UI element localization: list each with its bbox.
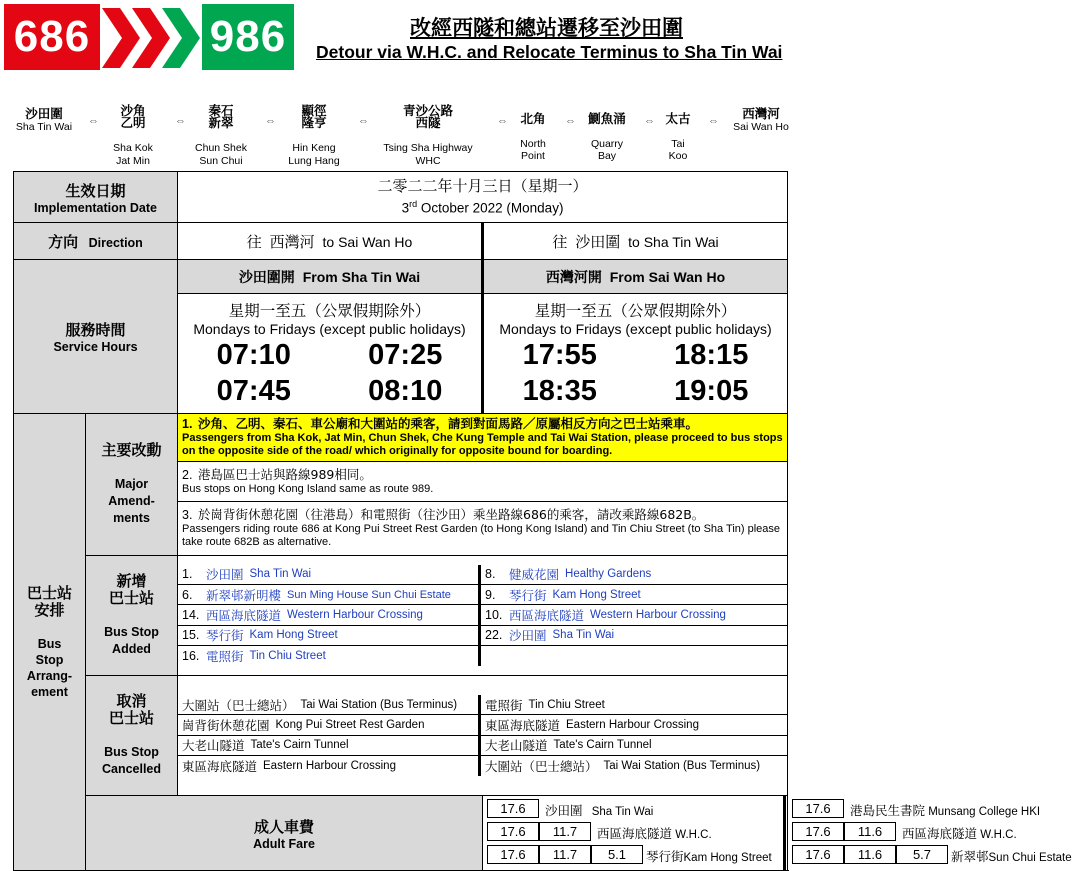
- stop-zh: 新翠邨新明樓: [206, 587, 282, 603]
- list-item: [481, 605, 787, 625]
- date-zh: 二零二二年十月三日（星期一）: [377, 176, 588, 195]
- strip-stop: [186, 92, 256, 180]
- stop-zh: 電照街: [206, 649, 244, 665]
- label-zh: 巴士站 安排: [26, 583, 72, 619]
- fare-value: 17.6: [792, 822, 844, 841]
- strip-stop-en: Sha Tin Wai: [15, 120, 73, 133]
- stop-zh: 健威花園: [509, 567, 560, 583]
- amendment-en: Passengers riding route 686 at Kong Pui Street Rest Garden (to Hong Kong Island) and Tin Chiu Street (to Sha Tin) please take route 682B as alternative.: [182, 523, 781, 548]
- bus-stop-added-label: [86, 556, 178, 676]
- stop-en: W.H.C.: [980, 829, 1017, 841]
- double-arrow-icon: ⇔: [644, 115, 655, 127]
- stop-zh: 西區海底隧道: [206, 607, 282, 623]
- stop-en: Sha Tin Wai: [552, 629, 615, 642]
- label-zh: 主要改動: [101, 441, 162, 459]
- item-number: 16.: [182, 649, 200, 664]
- stop-en: Tai Wai Station (Bus Terminus): [603, 759, 761, 772]
- fare-stop-label: [951, 847, 1072, 865]
- item-number: 14.: [182, 607, 200, 622]
- stop-zh: 東區海底隧道: [485, 717, 561, 733]
- stop-en: Eastern Harbour Crossing: [566, 718, 699, 731]
- list-item: [178, 695, 481, 715]
- departure-time: 17:55: [522, 339, 597, 371]
- stop-en: Western Harbour Crossing: [590, 608, 726, 621]
- strip-stop-en: Hin Keng Lung Hang: [288, 142, 340, 167]
- direction-zh: 西灣河: [269, 232, 315, 251]
- label-zh: 取消 巴士站: [108, 692, 154, 727]
- label-zh: 成人車費: [253, 817, 314, 836]
- item-number: 9.: [485, 587, 496, 602]
- departure-time: 18:35: [522, 375, 597, 407]
- list-item: [178, 605, 481, 625]
- fare-value: 11.6: [844, 845, 896, 864]
- label-en: Major Amend- ments: [108, 477, 155, 525]
- departure-time: 08:10: [368, 375, 443, 407]
- bus-stop-cancelled-label: [86, 676, 178, 796]
- direction-right: [483, 223, 788, 260]
- label-zh: 方向: [48, 232, 79, 251]
- stop-en: Tin Chiu Street: [528, 698, 605, 711]
- list-item: [481, 565, 787, 585]
- added-stops: [178, 556, 788, 676]
- strip-stop: [578, 100, 636, 175]
- fare-value: 17.6: [487, 799, 539, 818]
- route-number-to: 986: [202, 4, 294, 70]
- strip-stop: [100, 92, 166, 180]
- stop-zh: 東區海底隧道: [182, 758, 258, 774]
- strip-stop-zh: 青沙公路 西隧: [402, 102, 453, 130]
- strip-stop-zh: 沙田圍: [25, 106, 63, 121]
- strip-stop-en: Chun Shek Sun Chui: [195, 142, 247, 167]
- route-strip: [0, 90, 801, 167]
- item-number: 22.: [485, 628, 503, 643]
- departure-time: 19:05: [674, 375, 749, 407]
- item-number: 8.: [485, 567, 496, 582]
- label-en: Bus Stop Cancelled: [101, 745, 162, 776]
- stop-zh: 大圍站（巴士總站）: [182, 697, 295, 713]
- stop-zh: 沙田圍: [509, 628, 547, 644]
- stop-en: Kam Hong Street: [552, 588, 641, 601]
- stop-zh: 大圍站（巴士總站）: [485, 758, 598, 774]
- stop-en: Tai Wai Station (Bus Terminus): [300, 698, 458, 711]
- amendment-item-2: [178, 462, 788, 502]
- fare-table: [483, 796, 1072, 871]
- days-zh: 星期一至五（公眾假期除外）: [534, 302, 737, 320]
- label-zh: 生效日期: [65, 181, 126, 200]
- strip-stop-zh: 太古: [665, 110, 691, 126]
- stop-zh: 大老山隧道: [485, 738, 548, 754]
- added-stops-grid: [178, 565, 787, 666]
- double-arrow-icon: ⇔: [88, 115, 99, 127]
- stop-en: Sun Chui Estate: [988, 852, 1072, 864]
- stop-zh: 崗背街休憩花園: [182, 717, 270, 733]
- stop-en: Eastern Harbour Crossing: [263, 759, 396, 772]
- service-times-left: [178, 294, 483, 414]
- implementation-date: [178, 172, 788, 223]
- strip-stop: [724, 108, 798, 133]
- stop-en: Tate's Cairn Tunnel: [250, 739, 349, 752]
- direction-label: [14, 223, 178, 260]
- list-item: [178, 565, 481, 585]
- list-item: [481, 715, 787, 735]
- stop-zh: 西區海底隧道: [509, 607, 585, 623]
- stop-zh: 沙田圍: [545, 803, 583, 818]
- notice-title-en: Detour via W.H.C. and Relocate Terminus to Sha Tin Wai: [316, 42, 783, 62]
- implementation-label: [14, 172, 178, 223]
- days-zh: 星期一至五（公眾假期除外）: [228, 302, 431, 320]
- fare-stop-label: [545, 801, 653, 819]
- double-arrow-icon: ⇔: [358, 115, 369, 127]
- fare-stop-label: [597, 824, 712, 842]
- direction-prefix: 往: [246, 232, 262, 251]
- strip-stop-zh: 沙角 乙明: [120, 102, 146, 130]
- list-item: [481, 736, 787, 756]
- strip-stop-zh: 顯徑 隆亨: [301, 102, 327, 130]
- from-zh: 沙田圍開: [238, 269, 295, 286]
- strip-stop-en: Tsing Sha Highway WHC: [383, 142, 473, 167]
- stop-zh: 港島民生書院: [850, 803, 926, 818]
- label-zh: 服務時間: [65, 321, 126, 339]
- stop-zh: 琴行街: [646, 849, 684, 864]
- fare-stop-label: [646, 847, 772, 865]
- strip-stop-en: Tai Koo: [668, 137, 688, 162]
- stop-zh: 琴行街: [509, 587, 547, 603]
- direction-en: to Sai Wan Ho: [322, 233, 413, 250]
- strip-stop: [508, 100, 558, 175]
- stop-en: Munsang College HKI: [928, 806, 1041, 818]
- fare-value: 5.7: [896, 845, 948, 864]
- stop-zh: 琴行街: [206, 628, 244, 644]
- amendment-item-1: [178, 414, 788, 462]
- list-item: [178, 585, 481, 605]
- fare-value: 11.7: [539, 845, 591, 864]
- from-en: From Sha Tin Wai: [302, 268, 421, 285]
- direction-en: to Sha Tin Wai: [628, 233, 719, 250]
- cancelled-stops-grid: [178, 695, 787, 776]
- days-en: Mondays to Fridays (except public holidays): [499, 321, 772, 337]
- stop-zh: 西區海底隧道: [597, 826, 673, 841]
- stop-en: Tin Chiu Street: [249, 650, 326, 663]
- direction-prefix: 往: [552, 232, 568, 251]
- strip-stop: [370, 92, 486, 180]
- major-amendments-label: [86, 414, 178, 556]
- strip-stop: [276, 92, 352, 180]
- label-en: Adult Fare: [253, 836, 315, 851]
- stop-en: W.H.C.: [675, 829, 712, 841]
- date-rest: October 2022 (Monday): [417, 200, 564, 216]
- from-header-left: [178, 260, 483, 294]
- double-arrow-icon: ⇔: [497, 115, 508, 127]
- list-item: [481, 646, 787, 666]
- double-arrow-icon: ⇔: [265, 115, 276, 127]
- direction-zh: 沙田圍: [575, 232, 621, 251]
- fare-section-left: [483, 796, 786, 870]
- list-item: [481, 585, 787, 605]
- bus-stop-arrangement-label: [14, 414, 86, 871]
- item-number: 2.: [182, 467, 193, 482]
- item-number: 10.: [485, 607, 503, 622]
- stop-en: Kong Pui Street Rest Garden: [275, 718, 425, 731]
- amendment-zh: 於崗背街休憩花園（往港島）和電照街（往沙田）乘坐路線686的乘客，請改乘路線682B。: [198, 507, 705, 522]
- direction-left: [178, 223, 483, 260]
- notice-title-zh: 改經西隧和總站遷移至沙田圍: [410, 16, 683, 40]
- item-number: 6.: [182, 587, 193, 602]
- service-hours-label: [14, 260, 178, 414]
- date-suffix: rd: [409, 198, 418, 209]
- stop-en: Kam Hong Street: [683, 852, 772, 864]
- departure-times: [484, 337, 787, 409]
- strip-stop-zh: 北角: [520, 110, 546, 126]
- strip-stop-zh: 秦石 新翠: [208, 102, 234, 130]
- fare-value: 17.6: [487, 845, 539, 864]
- item-number: 1.: [182, 417, 193, 431]
- date-en: [178, 195, 787, 218]
- item-number: 3.: [182, 508, 193, 522]
- stop-en: Western Harbour Crossing: [287, 608, 423, 621]
- fare-stop-label: [850, 801, 1040, 819]
- amendment-zh: 沙角、乙明、秦石、車公廟和大圍站的乘客，請到對面馬路／原屬相反方向之巴士站乘車。: [198, 416, 699, 431]
- amendment-en: Bus stops on Hong Kong Island same as route 989.: [182, 482, 434, 495]
- label-en: Service Hours: [53, 340, 138, 354]
- fare-value: 17.6: [487, 822, 539, 841]
- from-header-right: [483, 260, 788, 294]
- strip-stop-en: Sai Wan Ho: [733, 120, 789, 133]
- amendment-en: Passengers from Sha Kok, Jat Min, Chun Shek, Che Kung Temple and Tai Wai Station, please proceed to bus stops on the opposite side of the road/ which originally for opposite bound for boarding.: [182, 432, 783, 457]
- label-en: Bus Stop Arrang- ement: [26, 636, 73, 699]
- stop-en: Sun Ming House Sun Chui Estate: [287, 588, 451, 601]
- list-item: [178, 715, 481, 735]
- list-item: [178, 646, 481, 666]
- stop-zh: 大老山隧道: [182, 738, 245, 754]
- route-number-from: 686: [4, 4, 100, 70]
- label-zh: 新增 巴士站: [108, 572, 154, 607]
- strip-stop-en: North Point: [520, 137, 546, 162]
- fare-value: 17.6: [792, 799, 844, 818]
- fare-grid: [483, 796, 1072, 870]
- departure-time: 07:10: [216, 339, 291, 371]
- fare-value: 11.7: [539, 822, 591, 841]
- service-times-right: [483, 294, 788, 414]
- notice-table: [13, 171, 1072, 871]
- fare-value: 11.6: [844, 822, 896, 841]
- from-zh: 西灣河開: [545, 269, 602, 286]
- label-en: Direction: [88, 235, 143, 250]
- amendment-zh: 港島區巴士站與路線989相同。: [198, 466, 372, 482]
- label-en: Bus Stop Added: [104, 625, 159, 656]
- double-arrow-icon: ⇔: [708, 115, 719, 127]
- stop-en: Healthy Gardens: [565, 568, 652, 581]
- fare-value: 5.1: [591, 845, 643, 864]
- strip-stop: [656, 100, 700, 175]
- list-item: [481, 626, 787, 646]
- strip-stop-zh: 西灣河: [742, 106, 780, 121]
- stop-zh: 沙田圍: [206, 567, 244, 583]
- double-arrow-icon: ⇔: [175, 115, 186, 127]
- date-day: 3: [401, 200, 410, 216]
- departure-time: 07:25: [368, 339, 443, 371]
- list-item: [481, 756, 787, 776]
- amendment-item-3: [178, 502, 788, 556]
- list-item: [481, 695, 787, 715]
- list-item: [178, 626, 481, 646]
- stop-en: Tate's Cairn Tunnel: [553, 739, 652, 752]
- adult-fare-label: [86, 796, 483, 871]
- label-en: Implementation Date: [34, 200, 157, 215]
- strip-stop: [4, 108, 84, 133]
- stop-zh: 西區海底隧道: [902, 826, 978, 841]
- strip-stop-zh: 鰂魚涌: [588, 110, 626, 126]
- strip-stop-en: Quarry Bay: [590, 137, 624, 162]
- fare-value: 17.6: [792, 845, 844, 864]
- cancelled-stops: [178, 676, 788, 796]
- stop-en: Kam Hong Street: [249, 629, 338, 642]
- stop-zh: 新翠邨: [951, 849, 989, 864]
- item-number: 1.: [182, 567, 193, 582]
- stop-en: Sha Tin Wai: [249, 568, 312, 581]
- fare-stop-label: [902, 824, 1017, 842]
- item-number: 15.: [182, 628, 200, 643]
- strip-stop-en: Sha Kok Jat Min: [113, 142, 153, 167]
- list-item: [178, 756, 481, 776]
- double-arrow-icon: ⇔: [565, 115, 576, 127]
- header: [0, 0, 801, 78]
- stop-zh: 電照街: [485, 697, 523, 713]
- departure-times: [178, 337, 481, 409]
- stop-en: Sha Tin Wai: [591, 806, 654, 818]
- list-item: [178, 736, 481, 756]
- departure-time: 18:15: [674, 339, 749, 371]
- fare-section-right: [786, 796, 1072, 870]
- days-en: Mondays to Fridays (except public holidays): [193, 321, 466, 337]
- from-en: From Sai Wan Ho: [609, 268, 726, 285]
- chevron-arrows-icon: [100, 6, 202, 70]
- departure-time: 07:45: [216, 375, 291, 407]
